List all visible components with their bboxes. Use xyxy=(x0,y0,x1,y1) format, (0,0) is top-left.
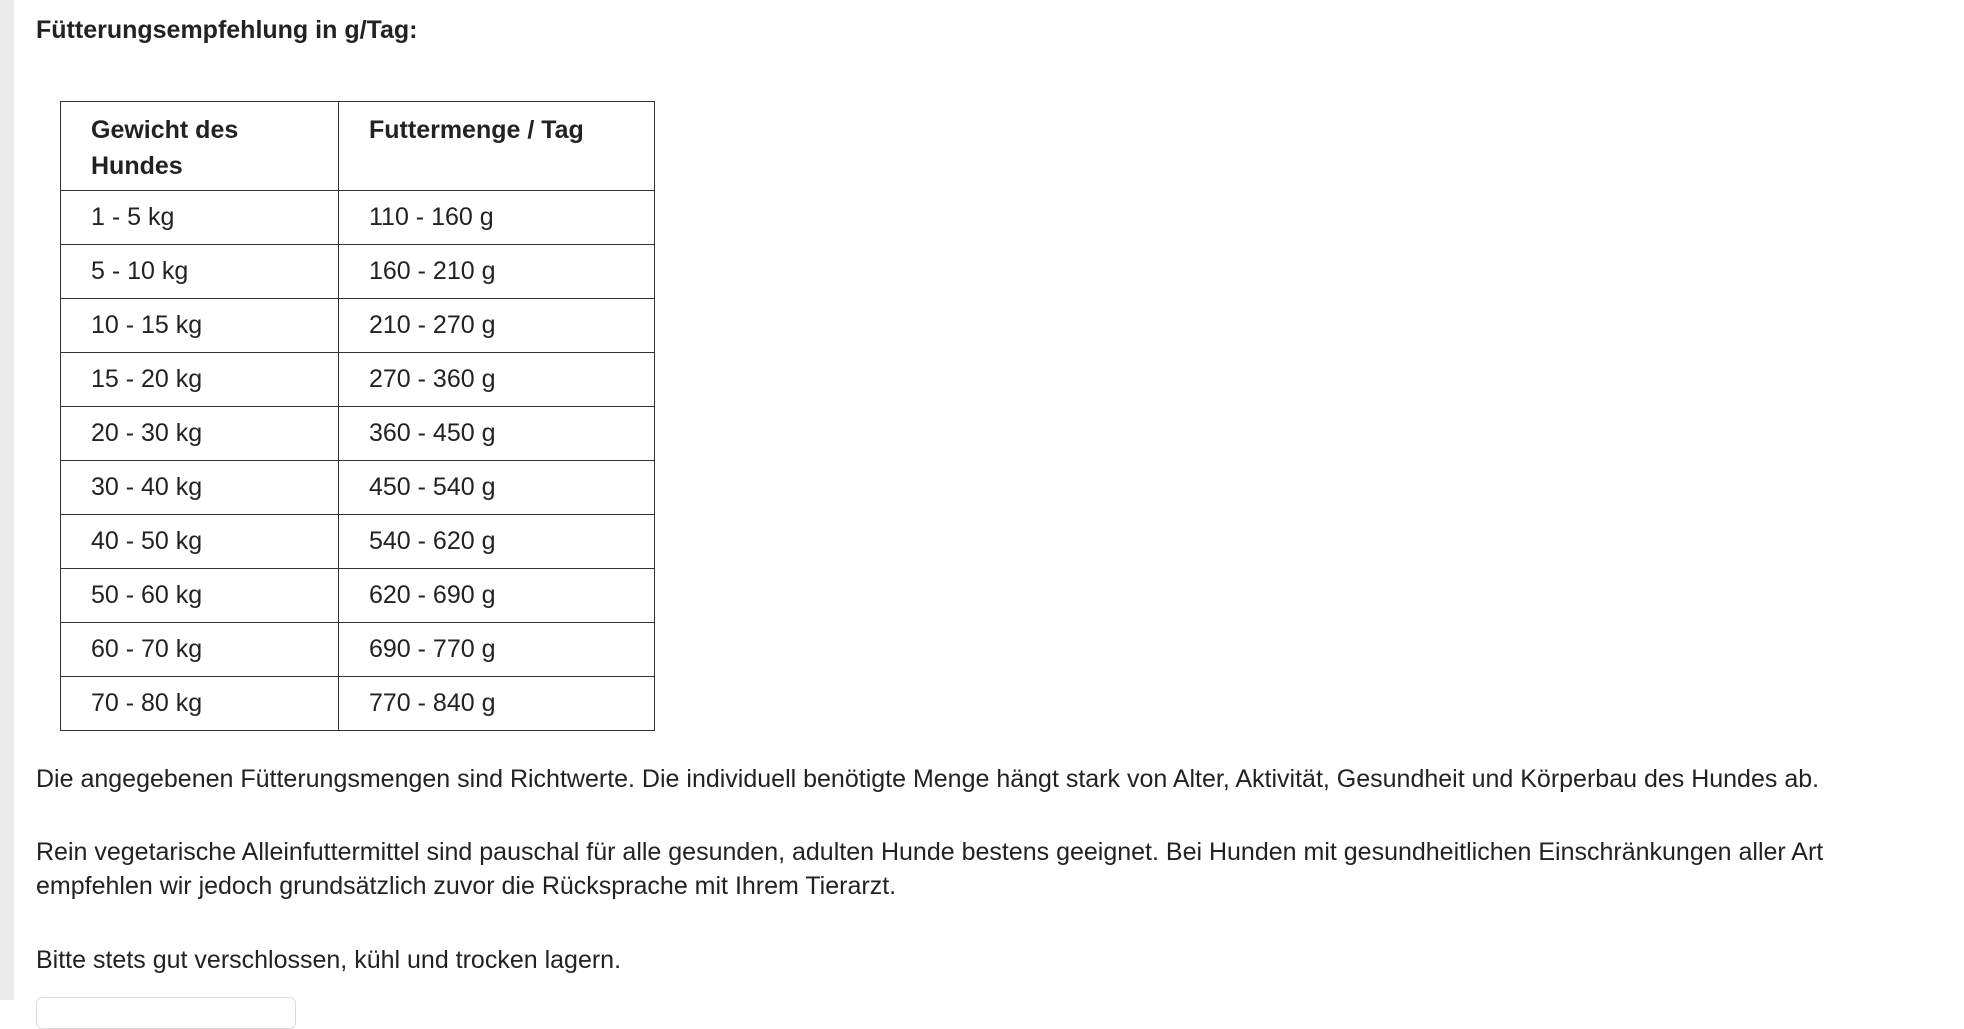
amount-cell: 620 - 690 g xyxy=(339,569,655,623)
weight-cell: 60 - 70 kg xyxy=(61,623,339,677)
note-paragraph-vet: Rein vegetarische Alleinfuttermittel sind pauschal für alle gesunden, adulten Hunde bestens geeignet. Bei Hunden mit gesundheitlichen Einschränkungen aller Art empfehlen wir jedoch grundsätzlich zuvor die Rücksprache mit Ihrem Tierarzt. xyxy=(36,838,1824,900)
amount-cell: 770 - 840 g xyxy=(339,677,655,731)
amount-cell: 540 - 620 g xyxy=(339,515,655,569)
left-edge-strip xyxy=(0,0,14,1000)
table-row xyxy=(61,191,655,245)
table-row xyxy=(61,569,655,623)
weight-cell: 40 - 50 kg xyxy=(61,515,339,569)
note-paragraph-guidelines: Die angegebenen Fütterungsmengen sind Richtwerte. Die individuell benötigte Menge hängt stark von Alter, Aktivität, Gesundheit und Körperbau des Hundes ab. xyxy=(36,765,1820,793)
header-weight: Gewicht des Hundes xyxy=(61,102,339,191)
weight-cell: 20 - 30 kg xyxy=(61,407,339,461)
amount-cell: 270 - 360 g xyxy=(339,353,655,407)
table-row xyxy=(61,677,655,731)
amount-cell: 160 - 210 g xyxy=(339,245,655,299)
weight-cell: 1 - 5 kg xyxy=(61,191,339,245)
feeding-table xyxy=(60,101,655,731)
table-row xyxy=(61,461,655,515)
partially-visible-box xyxy=(36,997,296,1029)
weight-cell: 15 - 20 kg xyxy=(61,353,339,407)
table-row xyxy=(61,407,655,461)
amount-cell: 450 - 540 g xyxy=(339,461,655,515)
note-paragraph-storage: Bitte stets gut verschlossen, kühl und trocken lagern. xyxy=(36,946,622,974)
table-row xyxy=(61,353,655,407)
weight-cell: 5 - 10 kg xyxy=(61,245,339,299)
weight-cell: 10 - 15 kg xyxy=(61,299,339,353)
table-row xyxy=(61,245,655,299)
feeding-heading: Fütterungsempfehlung in g/Tag: xyxy=(36,16,418,44)
weight-cell: 30 - 40 kg xyxy=(61,461,339,515)
amount-cell: 360 - 450 g xyxy=(339,407,655,461)
feeding-content xyxy=(36,12,1936,974)
header-amount: Futtermenge / Tag xyxy=(339,102,655,191)
weight-cell: 50 - 60 kg xyxy=(61,569,339,623)
table-row xyxy=(61,515,655,569)
table-row xyxy=(61,299,655,353)
amount-cell: 690 - 770 g xyxy=(339,623,655,677)
weight-cell: 70 - 80 kg xyxy=(61,677,339,731)
table-header-row xyxy=(61,102,655,191)
amount-cell: 110 - 160 g xyxy=(339,191,655,245)
amount-cell: 210 - 270 g xyxy=(339,299,655,353)
table-row xyxy=(61,623,655,677)
